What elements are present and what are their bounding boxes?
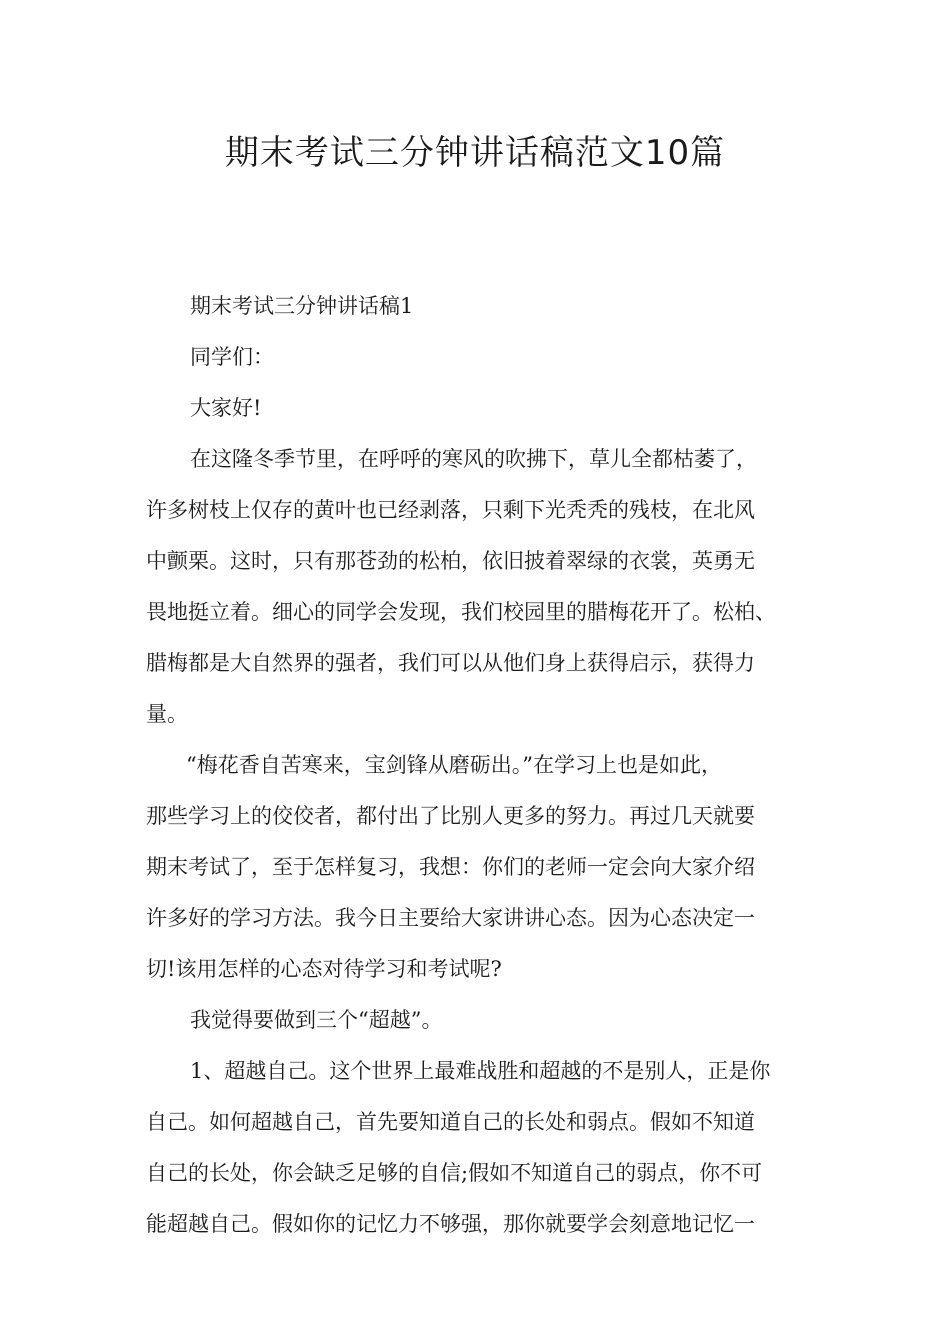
paragraph-line: 中颤栗。这时，只有那苍劲的松柏，依旧披着翠绿的衣裳，英勇无: [146, 549, 755, 573]
salutation: 同学们：: [190, 345, 274, 369]
document-body: [146, 281, 811, 1250]
paragraph-line: 期末考试了，至于怎样复习，我想：你们的老师一定会向大家介绍: [146, 855, 755, 879]
paragraph-line: 那些学习上的佼佼者，都付出了比别人更多的努力。再过几天就要: [146, 804, 755, 828]
paragraph-line: “梅花香自苦寒来，宝剑锋从磨砺出。”在学习上也是如此，: [186, 753, 722, 777]
paragraph-line: 许多树枝上仅存的黄叶也已经剥落，只剩下光秃秃的残枝，在北风: [146, 498, 755, 522]
paragraph-line: 量。: [146, 702, 188, 726]
paragraph-line: 畏地挺立着。细心的同学会发现，我们校园里的腊梅花开了。松柏、: [146, 600, 776, 624]
document-title: 期末考试三分钟讲话稿范文10篇: [224, 133, 726, 173]
paragraph-line: 我觉得要做到三个“超越”。: [190, 1008, 443, 1032]
paragraph-line: 自己的长处，你会缺乏足够的自信;假如不知道自己的弱点，你不可: [146, 1161, 763, 1185]
paragraph-line: 许多好的学习方法。我今日主要给大家讲讲心态。因为心态决定一: [146, 906, 755, 930]
paragraph-line: 能超越自己。假如你的记忆力不够强，那你就要学会刻意地记忆一: [146, 1212, 755, 1236]
paragraph-line: 腊梅都是大自然界的强者，我们可以从他们身上获得启示，获得力: [146, 651, 755, 675]
section-heading: 期末考试三分钟讲话稿1: [190, 294, 414, 318]
greeting: 大家好!: [190, 396, 262, 420]
paragraph-line: 自己。如何超越自己，首先要知道自己的长处和弱点。假如不知道: [146, 1110, 755, 1134]
paragraph-line: 切!该用怎样的心态对待学习和考试呢?: [146, 957, 502, 981]
paragraph-line: 在这隆冬季节里，在呼呼的寒风的吹拂下，草儿全都枯萎了，: [190, 447, 757, 471]
paragraph-line: 1、超越自己。这个世界上最难战胜和超越的不是别人，正是你: [190, 1059, 771, 1083]
